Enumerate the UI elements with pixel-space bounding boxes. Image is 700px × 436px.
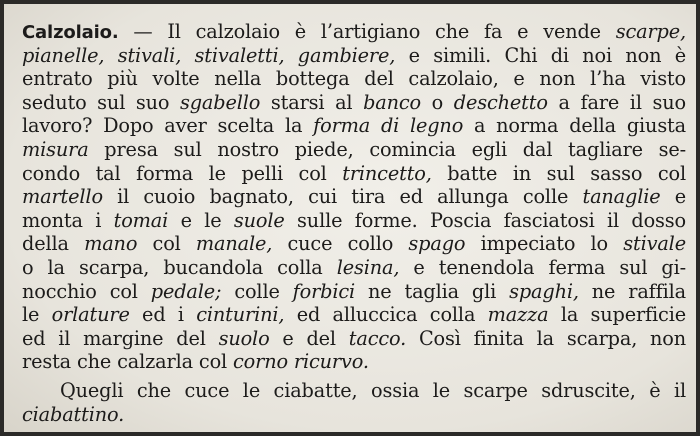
text-run: lavoro? Dopo aver scelta la <box>22 114 314 138</box>
text-run: — Il calzolaio è l’artigiano che fa e vende <box>118 20 616 43</box>
italic-term: mazza <box>487 303 549 327</box>
text-run: il cuoio bagnato, cui tira ed allunga colle <box>102 185 583 209</box>
italic-term: stivale <box>623 232 686 256</box>
italic-term: manale, <box>195 232 273 256</box>
italic-term: forbici <box>292 279 356 303</box>
text-run: presa sul nostro piede, comincia egli dal tagliare se- <box>88 137 686 161</box>
italic-term: tacco. <box>348 326 407 350</box>
italic-term: spaghi, <box>509 279 579 303</box>
text-run: ed il margine del <box>22 326 219 350</box>
text-run: e tenendola ferma sul gi- <box>399 255 686 279</box>
text-run: e le <box>168 208 234 232</box>
text-run: monta i <box>22 208 114 232</box>
text-run: Così finita la scarpa, non <box>406 326 687 350</box>
text-run: batte in sul sasso col <box>431 161 686 185</box>
text-run: impeciato lo <box>465 232 624 256</box>
entry-line-3 <box>22 67 686 91</box>
entry-line-10 <box>22 232 686 256</box>
italic-term: orlature <box>51 303 130 327</box>
text-run: a fare il suo <box>547 90 686 114</box>
italic-term: misura <box>22 137 89 161</box>
text-run: condo tal forma le pelli col <box>22 161 343 185</box>
text-run: ne taglia gli <box>355 279 510 303</box>
entry-line-7 <box>22 162 686 186</box>
text-run: e simili. Chi di noi non è <box>395 43 686 67</box>
italic-term: pianelle, stivali, stivaletti, gambiere, <box>22 43 396 67</box>
entry-line-14 <box>22 327 686 351</box>
text-run: col <box>137 232 196 256</box>
text-run: ne raffila <box>578 279 687 303</box>
text-run: o <box>421 90 454 114</box>
italic-term: tanaglie <box>582 185 661 209</box>
text-run: seduto sul suo <box>22 90 180 114</box>
italic-term: sgabello <box>180 90 261 114</box>
dictionary-entry <box>22 20 686 426</box>
entry-line-1 <box>22 20 686 44</box>
text-run: colle <box>221 279 293 303</box>
text-run: o la scarpa, bucandola colla <box>22 255 337 279</box>
entry-line-17 <box>22 403 686 427</box>
text-run: della <box>22 232 85 256</box>
text-run: nocchio col <box>22 279 151 303</box>
text-run: a norma della giusta <box>463 114 687 138</box>
entry-line-5 <box>22 114 686 138</box>
entry-line-6 <box>22 138 686 162</box>
text-run: ed i <box>129 303 197 327</box>
text-run: le <box>22 303 52 327</box>
italic-term: cinturini, <box>196 303 285 327</box>
italic-term: trincetto, <box>342 161 432 185</box>
entry-line-9 <box>22 209 686 233</box>
italic-term: ciabattino. <box>22 402 125 426</box>
italic-term: suole <box>233 208 285 232</box>
entry-line-2 <box>22 44 686 68</box>
italic-term: scarpe, <box>615 20 686 43</box>
italic-term: pedale; <box>150 279 222 303</box>
text-run: cuce collo <box>272 232 409 256</box>
entry-line-15 <box>22 350 686 374</box>
book-page <box>4 4 696 432</box>
text-run: entrato più volte nella bottega del calzolaio, e non l’ha visto <box>22 67 686 91</box>
italic-term: deschetto <box>453 90 548 114</box>
entry-line-11 <box>22 256 686 280</box>
italic-term: tomai <box>113 208 169 232</box>
entry-line-4 <box>22 91 686 115</box>
text-run: la superficie <box>548 303 686 327</box>
italic-term: corno ricurvo. <box>233 350 369 374</box>
text-run: e <box>660 185 687 209</box>
text-run: resta che calzarla col <box>22 350 234 374</box>
italic-term: martello <box>22 185 103 209</box>
entry-line-13 <box>22 303 686 327</box>
italic-term: banco <box>363 90 422 114</box>
text-run: Quegli che cuce le ciabatte, ossia le scarpe sdruscite, è il <box>60 378 686 402</box>
text-run: starsi al <box>260 90 364 114</box>
text-run: sulle forme. Poscia fasciatosi il dosso <box>284 208 687 232</box>
entry-line-12 <box>22 280 686 304</box>
italic-term: mano <box>84 232 138 256</box>
italic-term: suolo <box>218 326 270 350</box>
italic-term: spago <box>408 232 466 256</box>
entry-line-8 <box>22 185 686 209</box>
text-run: e del <box>269 326 349 350</box>
italic-term: forma di legno <box>313 114 464 138</box>
entry-line-16 <box>22 379 686 403</box>
entry-headword: Calzolaio. <box>22 22 119 43</box>
text-run: ed alluccica colla <box>284 303 488 327</box>
italic-term: lesina, <box>336 255 400 279</box>
